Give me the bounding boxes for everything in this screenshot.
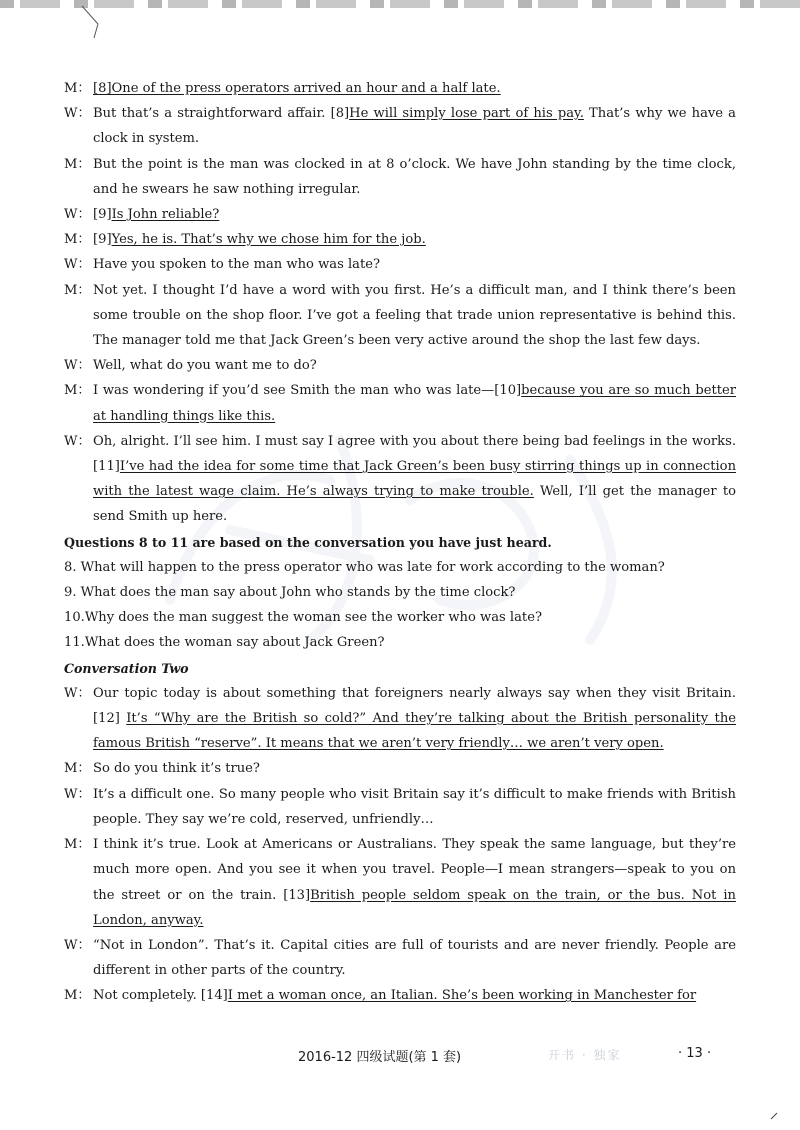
speaker-label: W： <box>64 207 91 223</box>
dialogue-line <box>64 681 736 757</box>
dialogue-text: Our topic today is about something that foreigners nearly always say when they visit Britain. [12] <box>93 685 736 727</box>
underlined-answer-text: British people seldom speak on the train, or the bus. Not in London, anyway. <box>93 887 736 928</box>
corner-mark <box>770 1112 778 1120</box>
dialogue-text: Oh, alright. I’ll see him. I must say I agree with you about there being bad feelings in the works. [11] <box>93 433 736 475</box>
dialogue-text: I was wondering if you’d see Smith the man who was late—[10] <box>93 383 522 399</box>
footer-watermark-text: 开书 · 独家 <box>548 1048 622 1062</box>
fold-mark <box>78 4 118 40</box>
speaker-label: M： <box>64 232 91 248</box>
speaker-label: M： <box>64 988 91 1004</box>
conversation-one-lines <box>64 76 736 530</box>
speaker-label: M： <box>64 761 91 777</box>
underlined-answer-text: I’ve had the idea for some time that Jack Green’s been busy stirring things up in connection with the latest wage claim. He’s always trying to make trouble. <box>93 459 736 500</box>
speaker-label: M： <box>64 156 91 172</box>
question-item: 11.What does the woman say about Jack Green? <box>64 635 385 651</box>
dialogue-text: Have you spoken to the man who was late? <box>93 257 381 273</box>
speaker-label: W： <box>64 937 91 953</box>
transcript <box>64 76 736 1009</box>
underlined-answer-text: He will simply lose part of his pay. <box>349 106 584 122</box>
speaker-label: W： <box>64 685 91 701</box>
dialogue-line <box>64 353 736 378</box>
dialogue-text: Well, I’ll get the manager to send Smith up here. <box>93 484 736 525</box>
dialogue-line <box>64 832 736 933</box>
question-item: 10.Why does the man suggest the woman see the worker who was late? <box>64 610 542 626</box>
dialogue-line <box>64 76 736 101</box>
speaker-label: W： <box>64 358 91 374</box>
speaker-label: W： <box>64 257 91 273</box>
underlined-answer-text: It’s “Why are the British so cold?” And they’re talking about the British personality the famous British “reserve”. It means that we aren’t very friendly… we aren’t very open. <box>93 711 737 752</box>
page-footer <box>0 1046 800 1070</box>
dialogue-line <box>64 782 736 832</box>
dialogue-line <box>64 756 736 781</box>
dialogue-text: I think it’s true. Look at Americans or Australians. They speak the same language, but they’re much more open. And you see it when you travel. People—I mean strangers—speak to you on the street or on the train. [13] <box>93 837 736 903</box>
underlined-answer-text: [8]One of the press operators arrived an hour and a half late. <box>93 81 501 96</box>
dialogue-line <box>64 202 736 227</box>
dialogue-text: [9] <box>93 207 112 223</box>
dialogue-line <box>64 983 736 1008</box>
dialogue-line <box>64 252 736 277</box>
underlined-answer-text: Is John reliable? <box>111 207 220 223</box>
dialogue-line <box>64 227 736 252</box>
dialogue-text: Not completely. [14] <box>93 988 228 1004</box>
dialogue-text: But that’s a straightforward affair. [8] <box>93 106 350 122</box>
speaker-label: W： <box>64 433 91 449</box>
underlined-answer-text: I met a woman once, an Italian. She’s been working in Manchester for <box>227 988 697 1004</box>
dialogue-text: It’s a difficult one. So many people who visit Britain say it’s difficult to make friends with British people. They say we’re cold, reserved, unfriendly… <box>93 786 736 827</box>
conversation-two-heading: Conversation Two <box>64 660 189 676</box>
question-item: 9. What does the man say about John who stands by the time clock? <box>64 585 516 601</box>
dialogue-line <box>64 429 736 530</box>
footer-title: 2016-12 四级试题(第 1 套) <box>298 1050 462 1065</box>
dialogue-line <box>64 933 736 983</box>
dialogue-text: But the point is the man was clocked in at 8 o’clock. We have John standing by the time clock, and he swears he saw nothing irregular. <box>93 156 736 197</box>
question-item: 8. What will happen to the press operator who was late for work according to the woman? <box>64 559 665 575</box>
dialogue-line <box>64 152 736 202</box>
speaker-label: M： <box>64 282 91 298</box>
speaker-label: M： <box>64 383 91 399</box>
questions-heading: Questions 8 to 11 are based on the conversation you have just heard. <box>64 534 552 550</box>
speaker-label: W： <box>64 106 91 122</box>
dialogue-text: [9] <box>93 232 112 248</box>
conversation-two-lines <box>64 681 736 1009</box>
dialogue-text: Not yet. I thought I’d have a word with you first. He’s a difficult man, and I think there’s been some trouble on the shop floor. I’ve got a feeling that trade union representative is behind this. The manager told me that Jack Green’s been very active around the shop the last few days. <box>93 282 736 349</box>
dialogue-text: “Not in London”. That’s it. Capital cities are full of tourists and are never friendly. People are different in other parts of the country. <box>93 937 736 979</box>
dialogue-line <box>64 101 736 151</box>
dialogue-line <box>64 378 736 428</box>
underlined-answer-text: because you are so much better at handling things like this. <box>93 383 736 424</box>
dialogue-text: That’s why we have a clock in system. <box>93 106 736 147</box>
scan-top-edge <box>0 0 800 8</box>
speaker-label: M： <box>64 81 91 96</box>
underlined-answer-text: Yes, he is. That’s why we chose him for the job. <box>111 232 426 248</box>
dialogue-text: So do you think it’s true? <box>93 761 260 777</box>
speaker-label: M： <box>64 837 91 853</box>
dialogue-line <box>64 278 736 354</box>
dialogue-text: Well, what do you want me to do? <box>93 358 317 374</box>
page-number: · 13 · <box>678 1046 712 1061</box>
question-list <box>64 555 736 656</box>
speaker-label: W： <box>64 786 91 802</box>
